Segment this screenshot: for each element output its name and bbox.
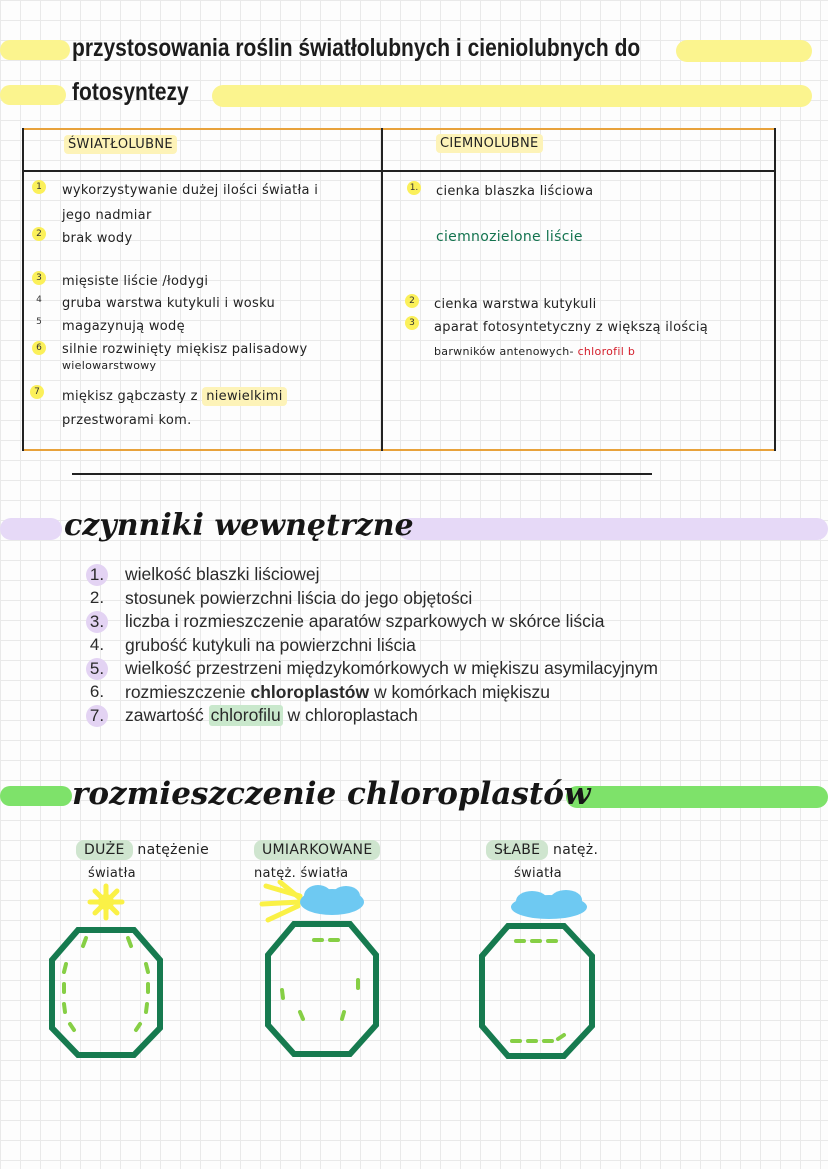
cell1-label-2: światła xyxy=(88,866,136,881)
left-item-1a: wykorzystywanie dużej ilości światła i xyxy=(62,183,319,198)
section-divider xyxy=(72,473,652,475)
right-item-1-note: ciemnozielone liście xyxy=(436,229,583,245)
right-num-2: 2 xyxy=(405,294,419,308)
right-item-3b: barwników antenowych- chlorofil b xyxy=(434,345,636,358)
cloud-icon-weak xyxy=(511,890,587,919)
factor-item-3: 3. liczba i rozmieszczenie aparatów szparkowych w skórce liścia xyxy=(86,610,658,634)
factors-heading: czynniki wewnętrzne xyxy=(64,508,414,543)
factor-item-7: 7. zawartość chlorofilu w chloroplastach xyxy=(86,704,658,728)
factor-item-6: 6. rozmieszczenie chloroplastów w komórkach miękiszu xyxy=(89,681,550,702)
factor-item-2: 2. stosunek powierzchni liścia do jego objętości xyxy=(89,587,473,608)
cell3-label: SŁABE natęż. xyxy=(486,842,598,858)
left-num-4: 4 xyxy=(36,295,42,305)
left-num-3: 3 xyxy=(32,271,46,285)
title-highlight-left xyxy=(0,40,70,60)
right-item-1: cienka blaszka liściowa xyxy=(436,184,594,199)
cell2-label-2: natęż. światła xyxy=(254,866,349,881)
right-item-2: cienka warstwa kutykuli xyxy=(434,297,597,312)
chloro-heading: rozmieszczenie chloroplastów xyxy=(72,776,591,812)
table-center-border xyxy=(381,128,383,451)
factor-item-4: 4. grubość kutykuli na powierzchni liścia xyxy=(89,634,416,655)
left-num-2: 2 xyxy=(32,227,46,241)
left-item-1b: jego nadmiar xyxy=(62,208,152,223)
table-right-border xyxy=(774,128,776,451)
sun-icon-moderate xyxy=(262,882,302,920)
chloro-highlight-left xyxy=(0,786,72,806)
cell-strong-light xyxy=(52,930,160,1055)
cell2-label: UMIARKOWANE xyxy=(254,842,380,858)
left-num-7: 7 xyxy=(30,385,44,399)
title-highlight-left-2 xyxy=(0,85,66,105)
table-header-divider xyxy=(22,170,776,172)
chloroplast-diagram xyxy=(0,880,828,1080)
right-item-3a: aparat fotosyntetyczny z większą ilością xyxy=(434,320,709,335)
factor-item-1: 1. wielkość blaszki liściowej xyxy=(86,563,658,587)
left-num-6: 6 xyxy=(32,341,46,355)
title-highlight-right xyxy=(676,40,812,62)
cloud-icon-moderate xyxy=(300,885,364,915)
cell-weak-light xyxy=(482,926,592,1056)
cell3-label-2: światła xyxy=(514,866,562,881)
header-light-loving: ŚWIATŁOLUBNE xyxy=(64,137,177,152)
left-item-5: magazynują wodę xyxy=(62,319,185,334)
left-item-6a: silnie rozwinięty miękisz palisadowy xyxy=(62,342,308,357)
header-shade-loving: CIEMNOLUBNE xyxy=(436,136,543,151)
cell-moderate-light xyxy=(268,924,376,1054)
left-item-3: mięsiste liście /łodygi xyxy=(62,274,209,289)
sun-icon-strong xyxy=(90,886,122,918)
cell1-label: DUŻE natężenie xyxy=(76,842,209,858)
right-num-1: 1. xyxy=(407,181,421,195)
factors-highlight-left xyxy=(0,518,62,540)
table-left-border xyxy=(22,128,24,451)
left-num-1: 1 xyxy=(32,180,46,194)
left-item-7b: przestworami kom. xyxy=(62,413,192,428)
title-highlight-right-2 xyxy=(212,85,812,107)
factors-highlight-right xyxy=(398,518,828,540)
left-item-2: brak wody xyxy=(62,231,133,246)
factor-item-5: 5. wielkość przestrzeni międzykomórkowych w miękiszu asymilacyjnym xyxy=(86,657,658,681)
right-num-3: 3 xyxy=(405,316,419,330)
left-num-5: 5 xyxy=(36,317,42,327)
factors-list xyxy=(86,563,658,728)
page-title-line1: przystosowania roślin światłolubnych i cieniolubnych do xyxy=(72,34,641,62)
left-item-6b: wielowarstwowy xyxy=(62,359,157,372)
chloro-highlight-right xyxy=(566,786,828,808)
left-item-7a: miękisz gąbczasty z niewielkimi xyxy=(62,389,287,404)
left-item-4: gruba warstwa kutykuli i wosku xyxy=(62,296,276,311)
page-title-line2: fotosyntezy xyxy=(72,78,189,106)
